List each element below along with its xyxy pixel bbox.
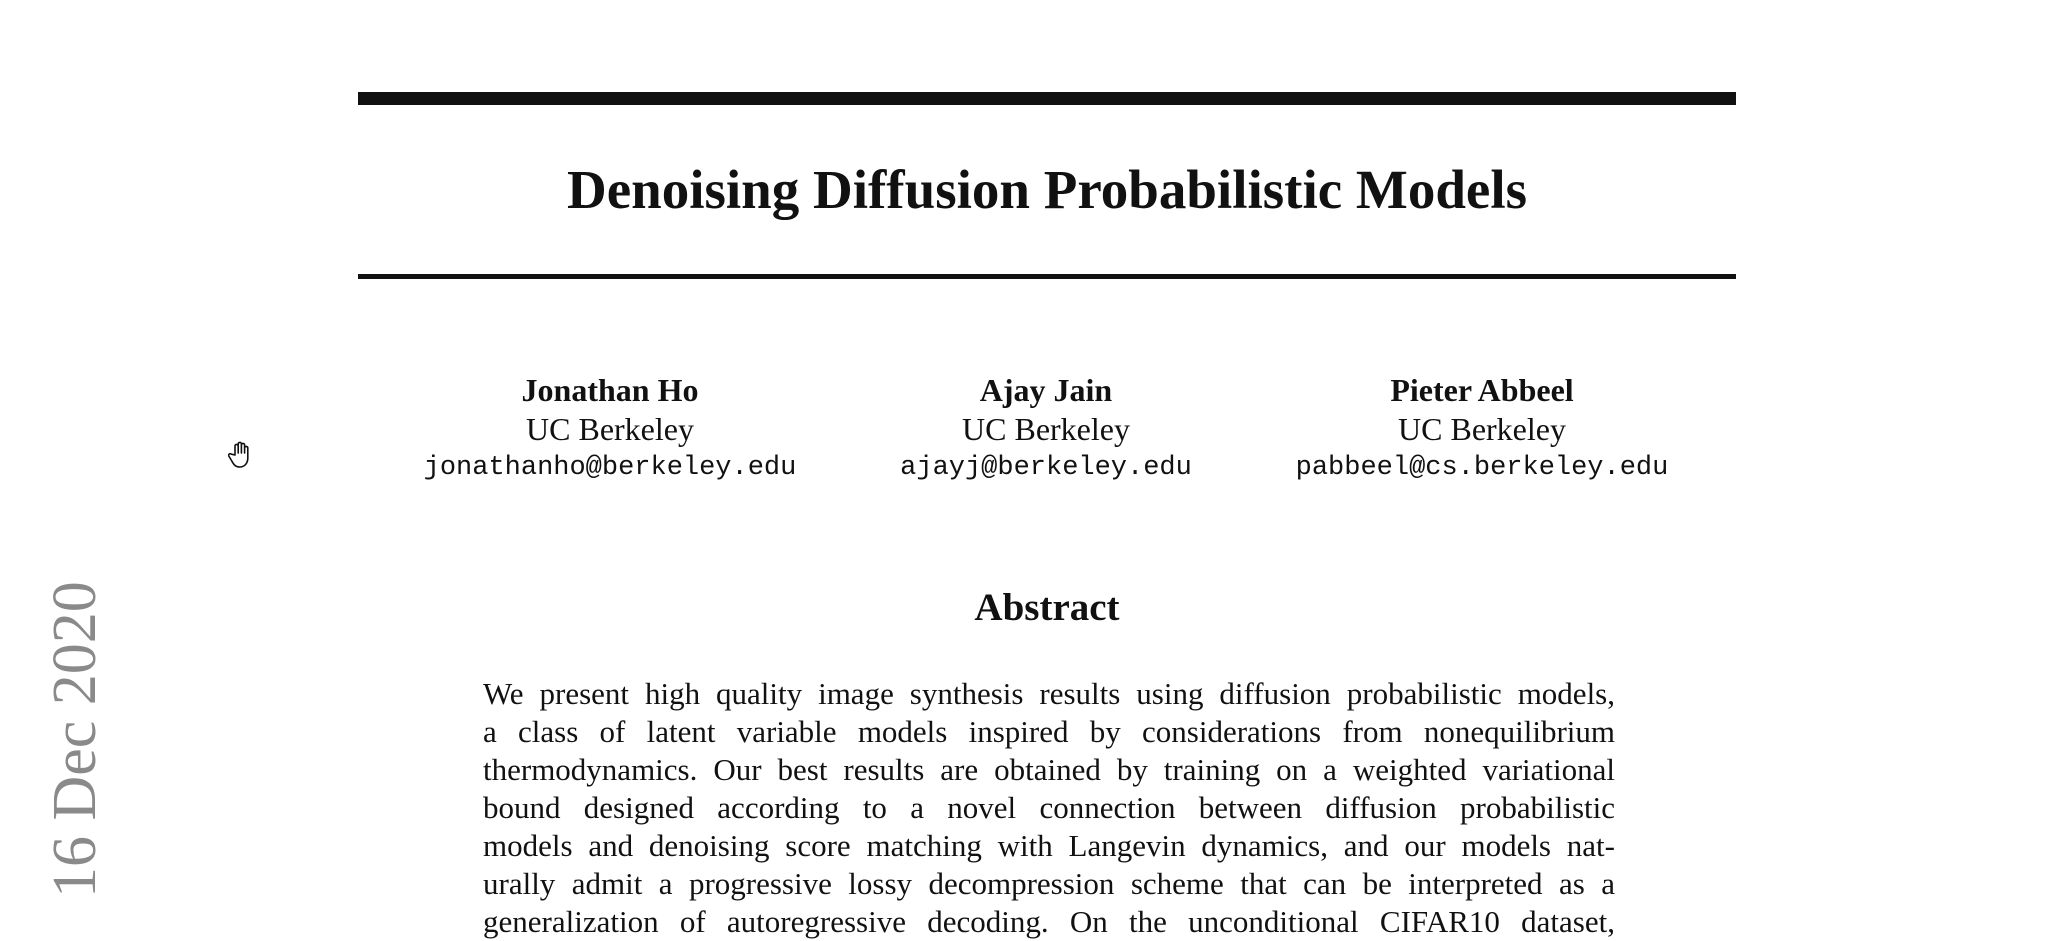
author-name: Ajay Jain [979, 372, 1113, 408]
abstract-line: generalization of autoregressive decoding. On the unconditional CIFAR10 dataset, [483, 904, 1615, 939]
author-affiliation: UC Berkeley [962, 411, 1130, 447]
author-email: pabbeel@cs.berkeley.edu [1295, 453, 1669, 483]
author-affiliation: UC Berkeley [1398, 411, 1566, 447]
abstract-line: thermodynamics. Our best results are obtained by training on a weighted variational [483, 752, 1615, 787]
abstract-heading: Abstract [974, 586, 1120, 629]
title-top-rule [358, 92, 1736, 105]
paper-title: Denoising Diffusion Probabilistic Models [566, 159, 1528, 220]
author-name: Jonathan Ho [521, 372, 699, 408]
abstract-line: urally admit a progressive lossy decompression scheme that can be interpreted as a [483, 866, 1615, 901]
author-name: Pieter Abbeel [1390, 372, 1574, 408]
title-bottom-rule [358, 274, 1736, 279]
abstract-line: a class of latent variable models inspired by considerations from nonequilibrium [483, 714, 1615, 749]
abstract-line: We present high quality image synthesis results using diffusion probabilistic models, [483, 676, 1615, 711]
abstract-text [483, 675, 1615, 941]
arxiv-side-date: 16 Dec 2020 [41, 581, 109, 898]
author-pieter-abbeel [1222, 370, 1742, 488]
abstract-line: bound designed according to a novel connection between diffusion probabilistic [483, 790, 1615, 825]
hand-pointer-icon [228, 440, 254, 470]
author-email: jonathanho@berkeley.edu [423, 453, 797, 483]
author-email: ajayj@berkeley.edu [900, 453, 1192, 483]
abstract-line: models and denoising score matching with Langevin dynamics, and our models nat- [483, 828, 1615, 863]
author-affiliation: UC Berkeley [526, 411, 694, 447]
